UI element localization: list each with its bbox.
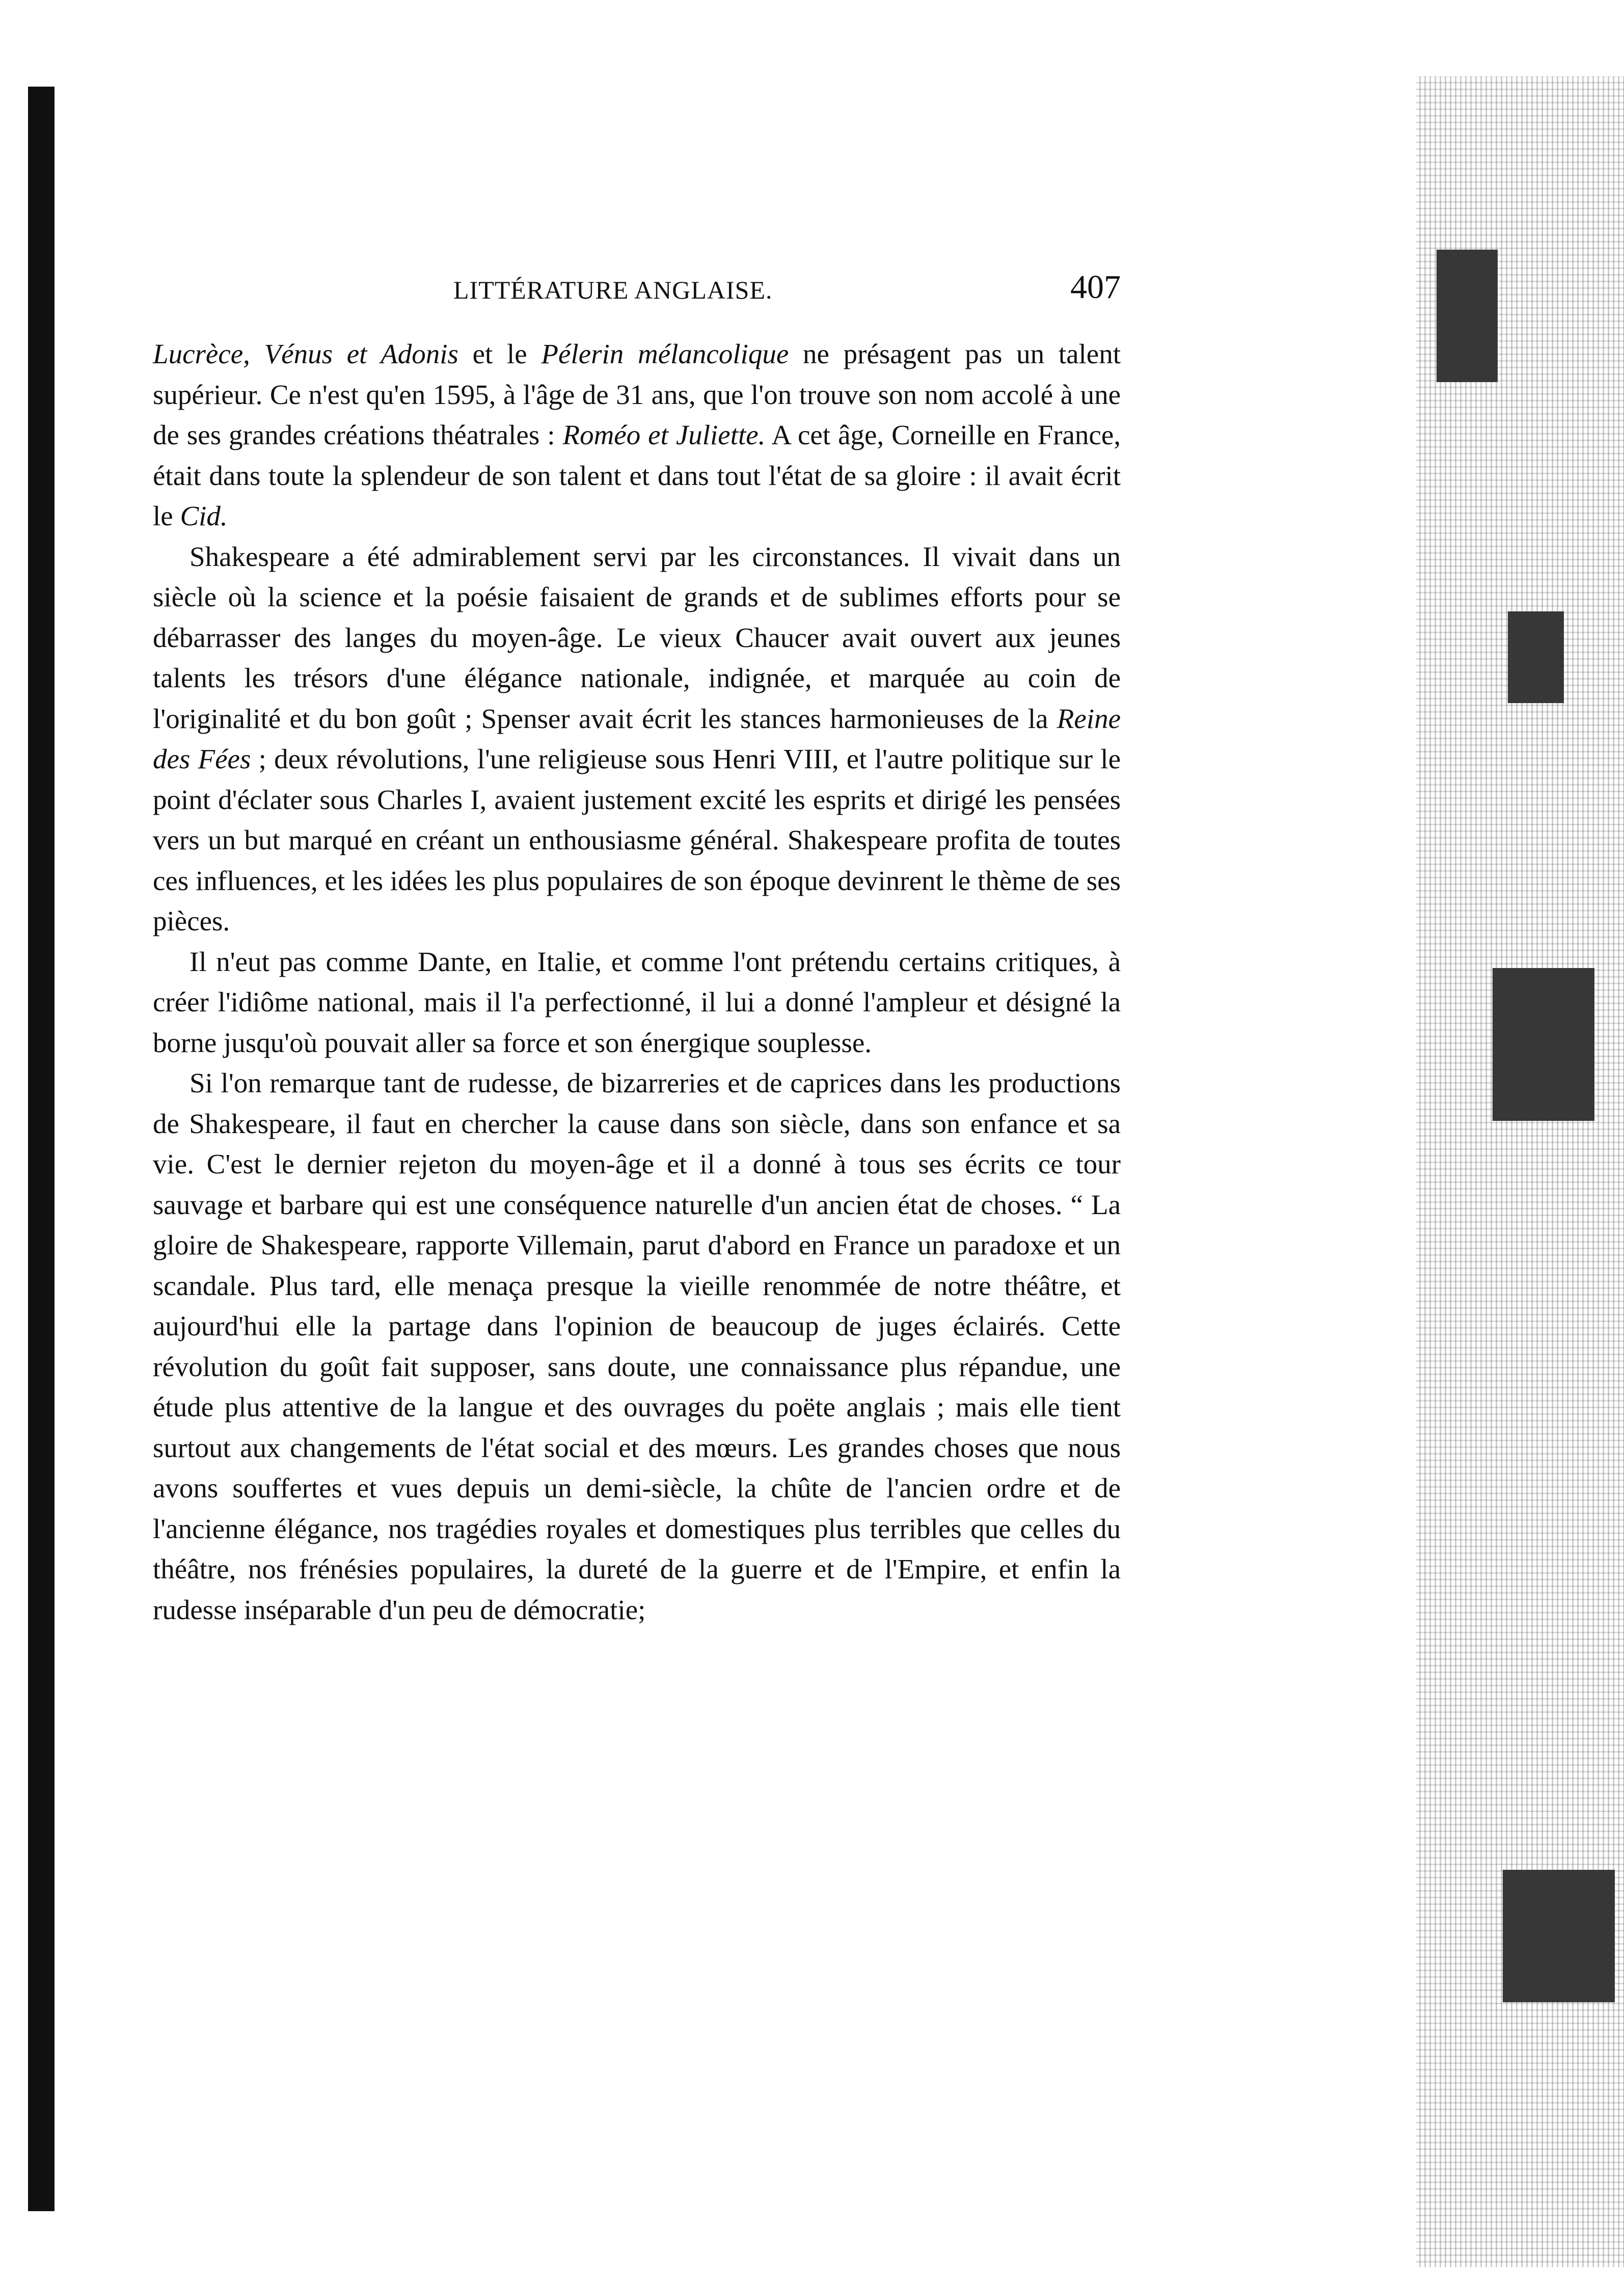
scan-block — [1508, 611, 1564, 703]
text-segment: Pélerin mélancolique — [541, 338, 789, 369]
scan-block — [1503, 1870, 1615, 2002]
paragraph — [153, 334, 1121, 536]
text-segment: et le — [458, 338, 542, 369]
page-number: 407 — [1070, 268, 1121, 306]
text-segment: Si l'on remarque tant de rudesse, de bizarreries et de caprices dans les productions de Shakespeare, il faut en chercher la cause dans son siècle, dans son enfance et sa vie. C'est le dernier rejeton du moyen-âge et il a donné à tous ses écrits ce tour sauvage et barbare qui est une conséquence naturelle d'un ancien état de choses. “ La gloire de Shakespeare, rapporte Villemain, parut d'abord en France un paradoxe et un scandale. Plus tard, elle menaça presque la vieille renommée de notre théâtre, et aujourd'hui elle la partage dans l'opinion de beaucoup de juges éclairés. Cette révolution du goût fait supposer, sans doute, une connaissance plus répandue, une étude plus attentive de la langue et des ouvrages du poëte anglais ; mais elle tient surtout aux changements de l'état social et des mœurs. Les grandes choses que nous avons souffertes et vues depuis un demi-siècle, la chûte de l'ancien ordre et de l'ancienne élégance, nos tragédies royales et domestiques plus terribles que celles du théâtre, nos frénésies populaires, la dureté de la guerre et de l'Empire, et enfin la rudesse inséparable d'un peu de démocratie; — [153, 1067, 1121, 1625]
page-header — [153, 265, 1121, 316]
text-segment: Cid. — [180, 500, 228, 531]
scan-block — [1493, 968, 1594, 1121]
text-segment: Lucrèce, Vénus et Adonis — [153, 338, 458, 369]
scan-block — [1437, 250, 1498, 382]
running-title: LITTÉRATURE ANGLAISE. — [453, 276, 773, 304]
scan-noise-right — [1416, 76, 1624, 2267]
text-segment: Shakespeare a été admirablement servi par les circonstances. Il vivait dans un siècle où la science et la poésie faisaient de grands et de sublimes efforts pour se débarrasser des langes du moyen-âge. Le vieux Chaucer avait ouvert aux jeunes talents les trésors d'une élégance nationale, indignée, et marquée au coin de l'originalité et du bon goût ; Spenser avait écrit les stances harmonieuses de la — [153, 541, 1121, 734]
text-segment: Roméo et Juliette. — [562, 419, 766, 450]
text-segment: Il n'eut pas comme Dante, en Italie, et comme l'ont prétendu certains critiques, à créer l'idiôme national, mais il l'a perfectionné, il lui a donné l'ampleur et désigné la borne jusqu'où pouvait aller sa force et son énergique souplesse. — [153, 946, 1121, 1058]
text-segment: Reine des Fées — [153, 703, 1121, 774]
text-body — [153, 334, 1121, 1630]
scan-shadow-left — [28, 87, 55, 2211]
text-segment: ne présagent pas un talent supérieur. Ce n'est qu'en 1595, à l'âge de 31 ans, que l'on trouve son nom accolé à une de ses grandes créations théatrales : — [153, 338, 1121, 450]
paragraph — [153, 1063, 1121, 1630]
text-segment: ; deux révolutions, l'une religieuse sous Henri VIII, et l'autre politique sur le point d'éclater sous Charles I, avaient justement excité les esprits et dirigé les pensées vers un but marqué en créant un enthousiasme général. Shakespeare profita de toutes ces influences, et les idées les plus populaires de son époque devinrent le thème de ses pièces. — [153, 743, 1121, 936]
text-segment: A cet âge, Corneille en France, était dans toute la splendeur de son talent et dans tout l'état de sa gloire : il avait écrit le — [153, 419, 1121, 531]
paragraph — [153, 536, 1121, 942]
paragraph — [153, 942, 1121, 1063]
